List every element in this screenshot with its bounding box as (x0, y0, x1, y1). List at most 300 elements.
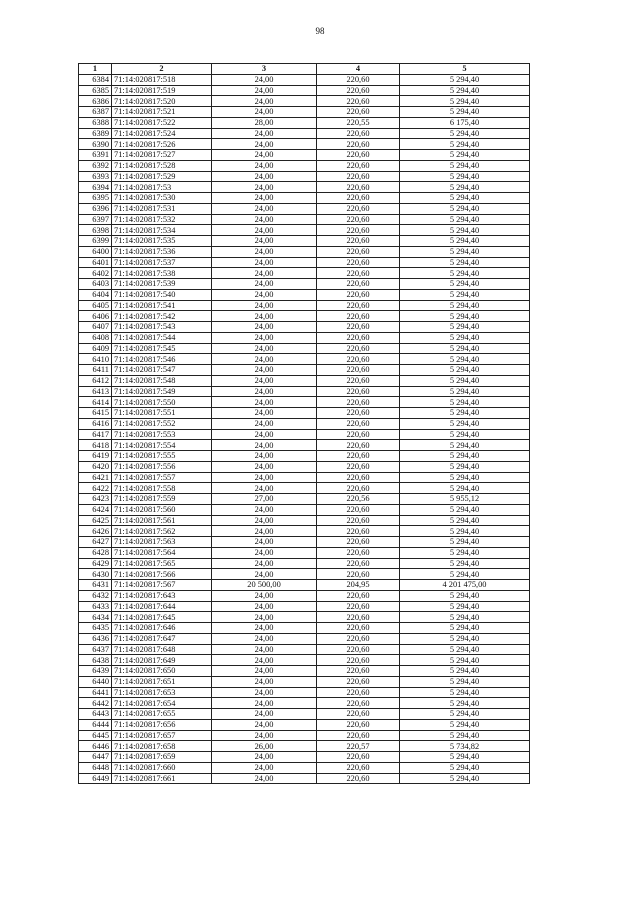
area-value: 24,00 (212, 698, 317, 709)
area-value: 24,00 (212, 375, 317, 386)
cadastral-cost: 5 294,40 (400, 182, 530, 193)
table-row (79, 752, 530, 763)
cadastral-cost: 5 294,40 (400, 612, 530, 623)
cadastral-cost: 5 294,40 (400, 762, 530, 773)
row-number: 6424 (79, 504, 112, 515)
row-number: 6411 (79, 365, 112, 376)
table-row (79, 139, 530, 150)
specific-value: 220,57 (317, 741, 400, 752)
cadastral-number: 71:14:020817:521 (112, 107, 212, 118)
area-value: 24,00 (212, 332, 317, 343)
cadastral-cost: 5 294,40 (400, 128, 530, 139)
table-row (79, 300, 530, 311)
row-number: 6412 (79, 375, 112, 386)
row-number: 6407 (79, 322, 112, 333)
area-value: 24,00 (212, 472, 317, 483)
table-row (79, 472, 530, 483)
table-row (79, 225, 530, 236)
cadastral-cost: 5 294,40 (400, 246, 530, 257)
area-value: 24,00 (212, 504, 317, 515)
area-value: 24,00 (212, 257, 317, 268)
cadastral-number: 71:14:020817:534 (112, 225, 212, 236)
area-value: 24,00 (212, 773, 317, 784)
area-value: 24,00 (212, 623, 317, 634)
row-number: 6422 (79, 483, 112, 494)
cadastral-number: 71:14:020817:563 (112, 537, 212, 548)
table-row (79, 773, 530, 784)
cadastral-number: 71:14:020817:646 (112, 623, 212, 634)
cadastral-cost: 5 294,40 (400, 483, 530, 494)
area-value: 24,00 (212, 408, 317, 419)
cadastral-cost: 5 294,40 (400, 709, 530, 720)
table-row (79, 150, 530, 161)
specific-value: 220,60 (317, 160, 400, 171)
specific-value: 220,60 (317, 311, 400, 322)
area-value: 24,00 (212, 160, 317, 171)
cadastral-cost: 5 294,40 (400, 537, 530, 548)
specific-value: 220,60 (317, 483, 400, 494)
row-number: 6386 (79, 96, 112, 107)
table-row (79, 504, 530, 515)
row-number: 6445 (79, 730, 112, 741)
area-value: 24,00 (212, 279, 317, 290)
table-row (79, 741, 530, 752)
specific-value: 220,60 (317, 322, 400, 333)
area-value: 24,00 (212, 139, 317, 150)
specific-value: 220,60 (317, 440, 400, 451)
table-row (79, 719, 530, 730)
row-number: 6448 (79, 762, 112, 773)
cadastral-cost: 5 294,40 (400, 461, 530, 472)
cadastral-cost: 5 294,40 (400, 655, 530, 666)
table-row (79, 408, 530, 419)
row-number: 6404 (79, 289, 112, 300)
cadastral-number: 71:14:020817:560 (112, 504, 212, 515)
cadastral-cost: 5 294,40 (400, 107, 530, 118)
specific-value: 220,60 (317, 139, 400, 150)
cadastral-cost: 5 294,40 (400, 451, 530, 462)
column-header: 1 (79, 64, 112, 75)
specific-value: 220,60 (317, 289, 400, 300)
table-row (79, 236, 530, 247)
cadastral-number: 71:14:020817:551 (112, 408, 212, 419)
specific-value: 220,60 (317, 354, 400, 365)
table-row (79, 386, 530, 397)
cadastral-number: 71:14:020817:537 (112, 257, 212, 268)
specific-value: 220,56 (317, 494, 400, 505)
row-number: 6419 (79, 451, 112, 462)
table-row (79, 623, 530, 634)
area-value: 24,00 (212, 483, 317, 494)
cadastral-number: 71:14:020817:548 (112, 375, 212, 386)
row-number: 6425 (79, 515, 112, 526)
row-number: 6418 (79, 440, 112, 451)
table-row (79, 418, 530, 429)
cadastral-number: 71:14:020817:647 (112, 633, 212, 644)
table-row (79, 365, 530, 376)
row-number: 6405 (79, 300, 112, 311)
specific-value: 220,60 (317, 773, 400, 784)
table-row (79, 580, 530, 591)
cadastral-number: 71:14:020817:530 (112, 193, 212, 204)
cadastral-cost: 5 294,40 (400, 504, 530, 515)
cadastral-cost: 5 294,40 (400, 397, 530, 408)
column-header: 5 (400, 64, 530, 75)
table-row (79, 117, 530, 128)
specific-value: 204,95 (317, 580, 400, 591)
table-row (79, 762, 530, 773)
area-value: 24,00 (212, 666, 317, 677)
cadastral-cost: 5 294,40 (400, 418, 530, 429)
specific-value: 220,60 (317, 96, 400, 107)
row-number: 6402 (79, 268, 112, 279)
cadastral-number: 71:14:020817:554 (112, 440, 212, 451)
specific-value: 220,60 (317, 687, 400, 698)
row-number: 6449 (79, 773, 112, 784)
row-number: 6394 (79, 182, 112, 193)
area-value: 24,00 (212, 590, 317, 601)
cadastral-cost: 5 294,40 (400, 666, 530, 677)
specific-value: 220,60 (317, 644, 400, 655)
row-number: 6415 (79, 408, 112, 419)
row-number: 6410 (79, 354, 112, 365)
table-row (79, 569, 530, 580)
column-header: 4 (317, 64, 400, 75)
row-number: 6433 (79, 601, 112, 612)
row-number: 6384 (79, 74, 112, 85)
specific-value: 220,60 (317, 676, 400, 687)
table-row (79, 547, 530, 558)
cadastral-number: 71:14:020817:541 (112, 300, 212, 311)
table-row (79, 343, 530, 354)
cadastral-cost: 5 294,40 (400, 236, 530, 247)
row-number: 6408 (79, 332, 112, 343)
row-number: 6442 (79, 698, 112, 709)
cadastral-number: 71:14:020817:654 (112, 698, 212, 709)
specific-value: 220,60 (317, 397, 400, 408)
specific-value: 220,60 (317, 752, 400, 763)
row-number: 6387 (79, 107, 112, 118)
area-value: 24,00 (212, 203, 317, 214)
cadastral-number: 71:14:020817:558 (112, 483, 212, 494)
cadastral-number: 71:14:020817:658 (112, 741, 212, 752)
table-row (79, 483, 530, 494)
row-number: 6406 (79, 311, 112, 322)
table-row (79, 107, 530, 118)
table-row (79, 429, 530, 440)
cadastral-cost: 5 294,40 (400, 408, 530, 419)
row-number: 6399 (79, 236, 112, 247)
specific-value: 220,60 (317, 214, 400, 225)
table-row (79, 214, 530, 225)
row-number: 6437 (79, 644, 112, 655)
row-number: 6434 (79, 612, 112, 623)
area-value: 24,00 (212, 719, 317, 730)
specific-value: 220,60 (317, 590, 400, 601)
area-value: 24,00 (212, 311, 317, 322)
area-value: 26,00 (212, 741, 317, 752)
area-value: 24,00 (212, 354, 317, 365)
cadastral-number: 71:14:020817:564 (112, 547, 212, 558)
row-number: 6443 (79, 709, 112, 720)
cadastral-number: 71:14:020817:552 (112, 418, 212, 429)
specific-value: 220,60 (317, 365, 400, 376)
table-row (79, 612, 530, 623)
cadastral-number: 71:14:020817:659 (112, 752, 212, 763)
area-value: 24,00 (212, 752, 317, 763)
area-value: 24,00 (212, 429, 317, 440)
row-number: 6436 (79, 633, 112, 644)
table-row (79, 257, 530, 268)
specific-value: 220,60 (317, 655, 400, 666)
cadastral-number: 71:14:020817:53 (112, 182, 212, 193)
area-value: 24,00 (212, 537, 317, 548)
cadastral-number: 71:14:020817:546 (112, 354, 212, 365)
cadastral-number: 71:14:020817:645 (112, 612, 212, 623)
table-row (79, 332, 530, 343)
cadastral-cost: 5 294,40 (400, 644, 530, 655)
column-header: 3 (212, 64, 317, 75)
area-value: 24,00 (212, 451, 317, 462)
row-number: 6392 (79, 160, 112, 171)
cadastral-number: 71:14:020817:556 (112, 461, 212, 472)
row-number: 6409 (79, 343, 112, 354)
row-number: 6431 (79, 580, 112, 591)
cadastral-number: 71:14:020817:559 (112, 494, 212, 505)
table-row (79, 182, 530, 193)
cadastral-number: 71:14:020817:527 (112, 150, 212, 161)
area-value: 24,00 (212, 547, 317, 558)
cadastral-number: 71:14:020817:655 (112, 709, 212, 720)
specific-value: 220,60 (317, 472, 400, 483)
specific-value: 220,60 (317, 526, 400, 537)
cadastral-cost: 5 294,40 (400, 96, 530, 107)
table-row (79, 633, 530, 644)
specific-value: 220,60 (317, 666, 400, 677)
specific-value: 220,60 (317, 762, 400, 773)
cadastral-cost: 5 294,40 (400, 752, 530, 763)
row-number: 6403 (79, 279, 112, 290)
cadastral-number: 71:14:020817:522 (112, 117, 212, 128)
cadastral-cost: 5 294,40 (400, 74, 530, 85)
cadastral-number: 71:14:020817:650 (112, 666, 212, 677)
specific-value: 220,60 (317, 257, 400, 268)
cadastral-number: 71:14:020817:648 (112, 644, 212, 655)
area-value: 24,00 (212, 558, 317, 569)
cadastral-number: 71:14:020817:649 (112, 655, 212, 666)
area-value: 24,00 (212, 214, 317, 225)
table-row (79, 160, 530, 171)
table-row (79, 558, 530, 569)
row-number: 6430 (79, 569, 112, 580)
row-number: 6417 (79, 429, 112, 440)
area-value: 24,00 (212, 644, 317, 655)
cadastral-cost: 5 294,40 (400, 322, 530, 333)
area-value: 28,00 (212, 117, 317, 128)
area-value: 24,00 (212, 246, 317, 257)
cadastral-cost: 5 294,40 (400, 440, 530, 451)
cadastral-number: 71:14:020817:553 (112, 429, 212, 440)
cadastral-cost: 5 734,82 (400, 741, 530, 752)
table-row (79, 709, 530, 720)
specific-value: 220,60 (317, 612, 400, 623)
row-number: 6421 (79, 472, 112, 483)
area-value: 24,00 (212, 225, 317, 236)
cadastral-cost: 5 294,40 (400, 139, 530, 150)
area-value: 24,00 (212, 676, 317, 687)
cadastral-cost: 5 294,40 (400, 590, 530, 601)
cadastral-number: 71:14:020817:653 (112, 687, 212, 698)
cadastral-cost: 5 294,40 (400, 429, 530, 440)
specific-value: 220,60 (317, 193, 400, 204)
area-value: 24,00 (212, 182, 317, 193)
table-row (79, 128, 530, 139)
cadastral-number: 71:14:020817:562 (112, 526, 212, 537)
cadastral-cost: 5 294,40 (400, 85, 530, 96)
row-number: 6428 (79, 547, 112, 558)
area-value: 24,00 (212, 365, 317, 376)
specific-value: 220,60 (317, 128, 400, 139)
cadastral-cost: 5 294,40 (400, 214, 530, 225)
specific-value: 220,60 (317, 182, 400, 193)
area-value: 24,00 (212, 440, 317, 451)
specific-value: 220,60 (317, 171, 400, 182)
row-number: 6390 (79, 139, 112, 150)
cadastral-number: 71:14:020817:536 (112, 246, 212, 257)
specific-value: 220,60 (317, 386, 400, 397)
specific-value: 220,60 (317, 300, 400, 311)
table-row (79, 354, 530, 365)
specific-value: 220,60 (317, 709, 400, 720)
cadastral-cost: 5 294,40 (400, 193, 530, 204)
table-header-row (79, 64, 530, 75)
cadastral-number: 71:14:020817:528 (112, 160, 212, 171)
specific-value: 220,60 (317, 558, 400, 569)
cadastral-number: 71:14:020817:657 (112, 730, 212, 741)
row-number: 6416 (79, 418, 112, 429)
row-number: 6420 (79, 461, 112, 472)
cadastral-number: 71:14:020817:545 (112, 343, 212, 354)
area-value: 24,00 (212, 762, 317, 773)
specific-value: 220,60 (317, 107, 400, 118)
table-row (79, 730, 530, 741)
specific-value: 220,60 (317, 150, 400, 161)
area-value: 24,00 (212, 96, 317, 107)
row-number: 6414 (79, 397, 112, 408)
cadastral-cost: 5 294,40 (400, 730, 530, 741)
table-row (79, 96, 530, 107)
area-value: 24,00 (212, 322, 317, 333)
row-number: 6389 (79, 128, 112, 139)
row-number: 6398 (79, 225, 112, 236)
cadastral-number: 71:14:020817:538 (112, 268, 212, 279)
cadastral-number: 71:14:020817:550 (112, 397, 212, 408)
area-value: 24,00 (212, 268, 317, 279)
column-header: 2 (112, 64, 212, 75)
specific-value: 220,60 (317, 601, 400, 612)
specific-value: 220,55 (317, 117, 400, 128)
cadastral-number: 71:14:020817:644 (112, 601, 212, 612)
row-number: 6400 (79, 246, 112, 257)
area-value: 24,00 (212, 526, 317, 537)
cadastral-number: 71:14:020817:567 (112, 580, 212, 591)
area-value: 27,00 (212, 494, 317, 505)
table-row (79, 279, 530, 290)
cadastral-cost: 5 294,40 (400, 601, 530, 612)
cadastral-number: 71:14:020817:519 (112, 85, 212, 96)
cadastral-cost: 4 201 475,00 (400, 580, 530, 591)
cadastral-number: 71:14:020817:542 (112, 311, 212, 322)
table-row (79, 590, 530, 601)
area-value: 24,00 (212, 655, 317, 666)
row-number: 6429 (79, 558, 112, 569)
row-number: 6444 (79, 719, 112, 730)
area-value: 24,00 (212, 633, 317, 644)
cadastral-cost: 5 294,40 (400, 569, 530, 580)
specific-value: 220,60 (317, 85, 400, 96)
cadastral-cost: 5 294,40 (400, 526, 530, 537)
specific-value: 220,60 (317, 343, 400, 354)
table-row (79, 193, 530, 204)
cadastral-number: 71:14:020817:526 (112, 139, 212, 150)
specific-value: 220,60 (317, 569, 400, 580)
row-number: 6426 (79, 526, 112, 537)
area-value: 24,00 (212, 343, 317, 354)
area-value: 20 500,00 (212, 580, 317, 591)
cadastral-cost: 5 294,40 (400, 375, 530, 386)
cadastral-cost: 5 294,40 (400, 365, 530, 376)
cadastral-cost: 5 294,40 (400, 687, 530, 698)
area-value: 24,00 (212, 397, 317, 408)
table-row (79, 526, 530, 537)
table-row (79, 289, 530, 300)
area-value: 24,00 (212, 515, 317, 526)
specific-value: 220,60 (317, 225, 400, 236)
cadastral-number: 71:14:020817:532 (112, 214, 212, 225)
row-number: 6439 (79, 666, 112, 677)
cadastral-cost: 5 294,40 (400, 773, 530, 784)
table-row (79, 246, 530, 257)
specific-value: 220,60 (317, 408, 400, 419)
table-row (79, 440, 530, 451)
specific-value: 220,60 (317, 537, 400, 548)
table-row (79, 74, 530, 85)
table-row (79, 451, 530, 462)
table-row (79, 375, 530, 386)
table-row (79, 676, 530, 687)
row-number: 6438 (79, 655, 112, 666)
cadastral-number: 71:14:020817:643 (112, 590, 212, 601)
table-row (79, 171, 530, 182)
area-value: 24,00 (212, 730, 317, 741)
cadastral-number: 71:14:020817:518 (112, 74, 212, 85)
area-value: 24,00 (212, 569, 317, 580)
table-row (79, 268, 530, 279)
area-value: 24,00 (212, 107, 317, 118)
specific-value: 220,60 (317, 429, 400, 440)
cadastral-number: 71:14:020817:547 (112, 365, 212, 376)
specific-value: 220,60 (317, 451, 400, 462)
cadastral-number: 71:14:020817:539 (112, 279, 212, 290)
cadastral-cost: 5 294,40 (400, 279, 530, 290)
cadastral-cost: 5 294,40 (400, 558, 530, 569)
table-row (79, 461, 530, 472)
cadastral-cost: 6 175,40 (400, 117, 530, 128)
table-body (79, 74, 530, 784)
cadastral-number: 71:14:020817:540 (112, 289, 212, 300)
cadastral-number: 71:14:020817:561 (112, 515, 212, 526)
area-value: 24,00 (212, 171, 317, 182)
